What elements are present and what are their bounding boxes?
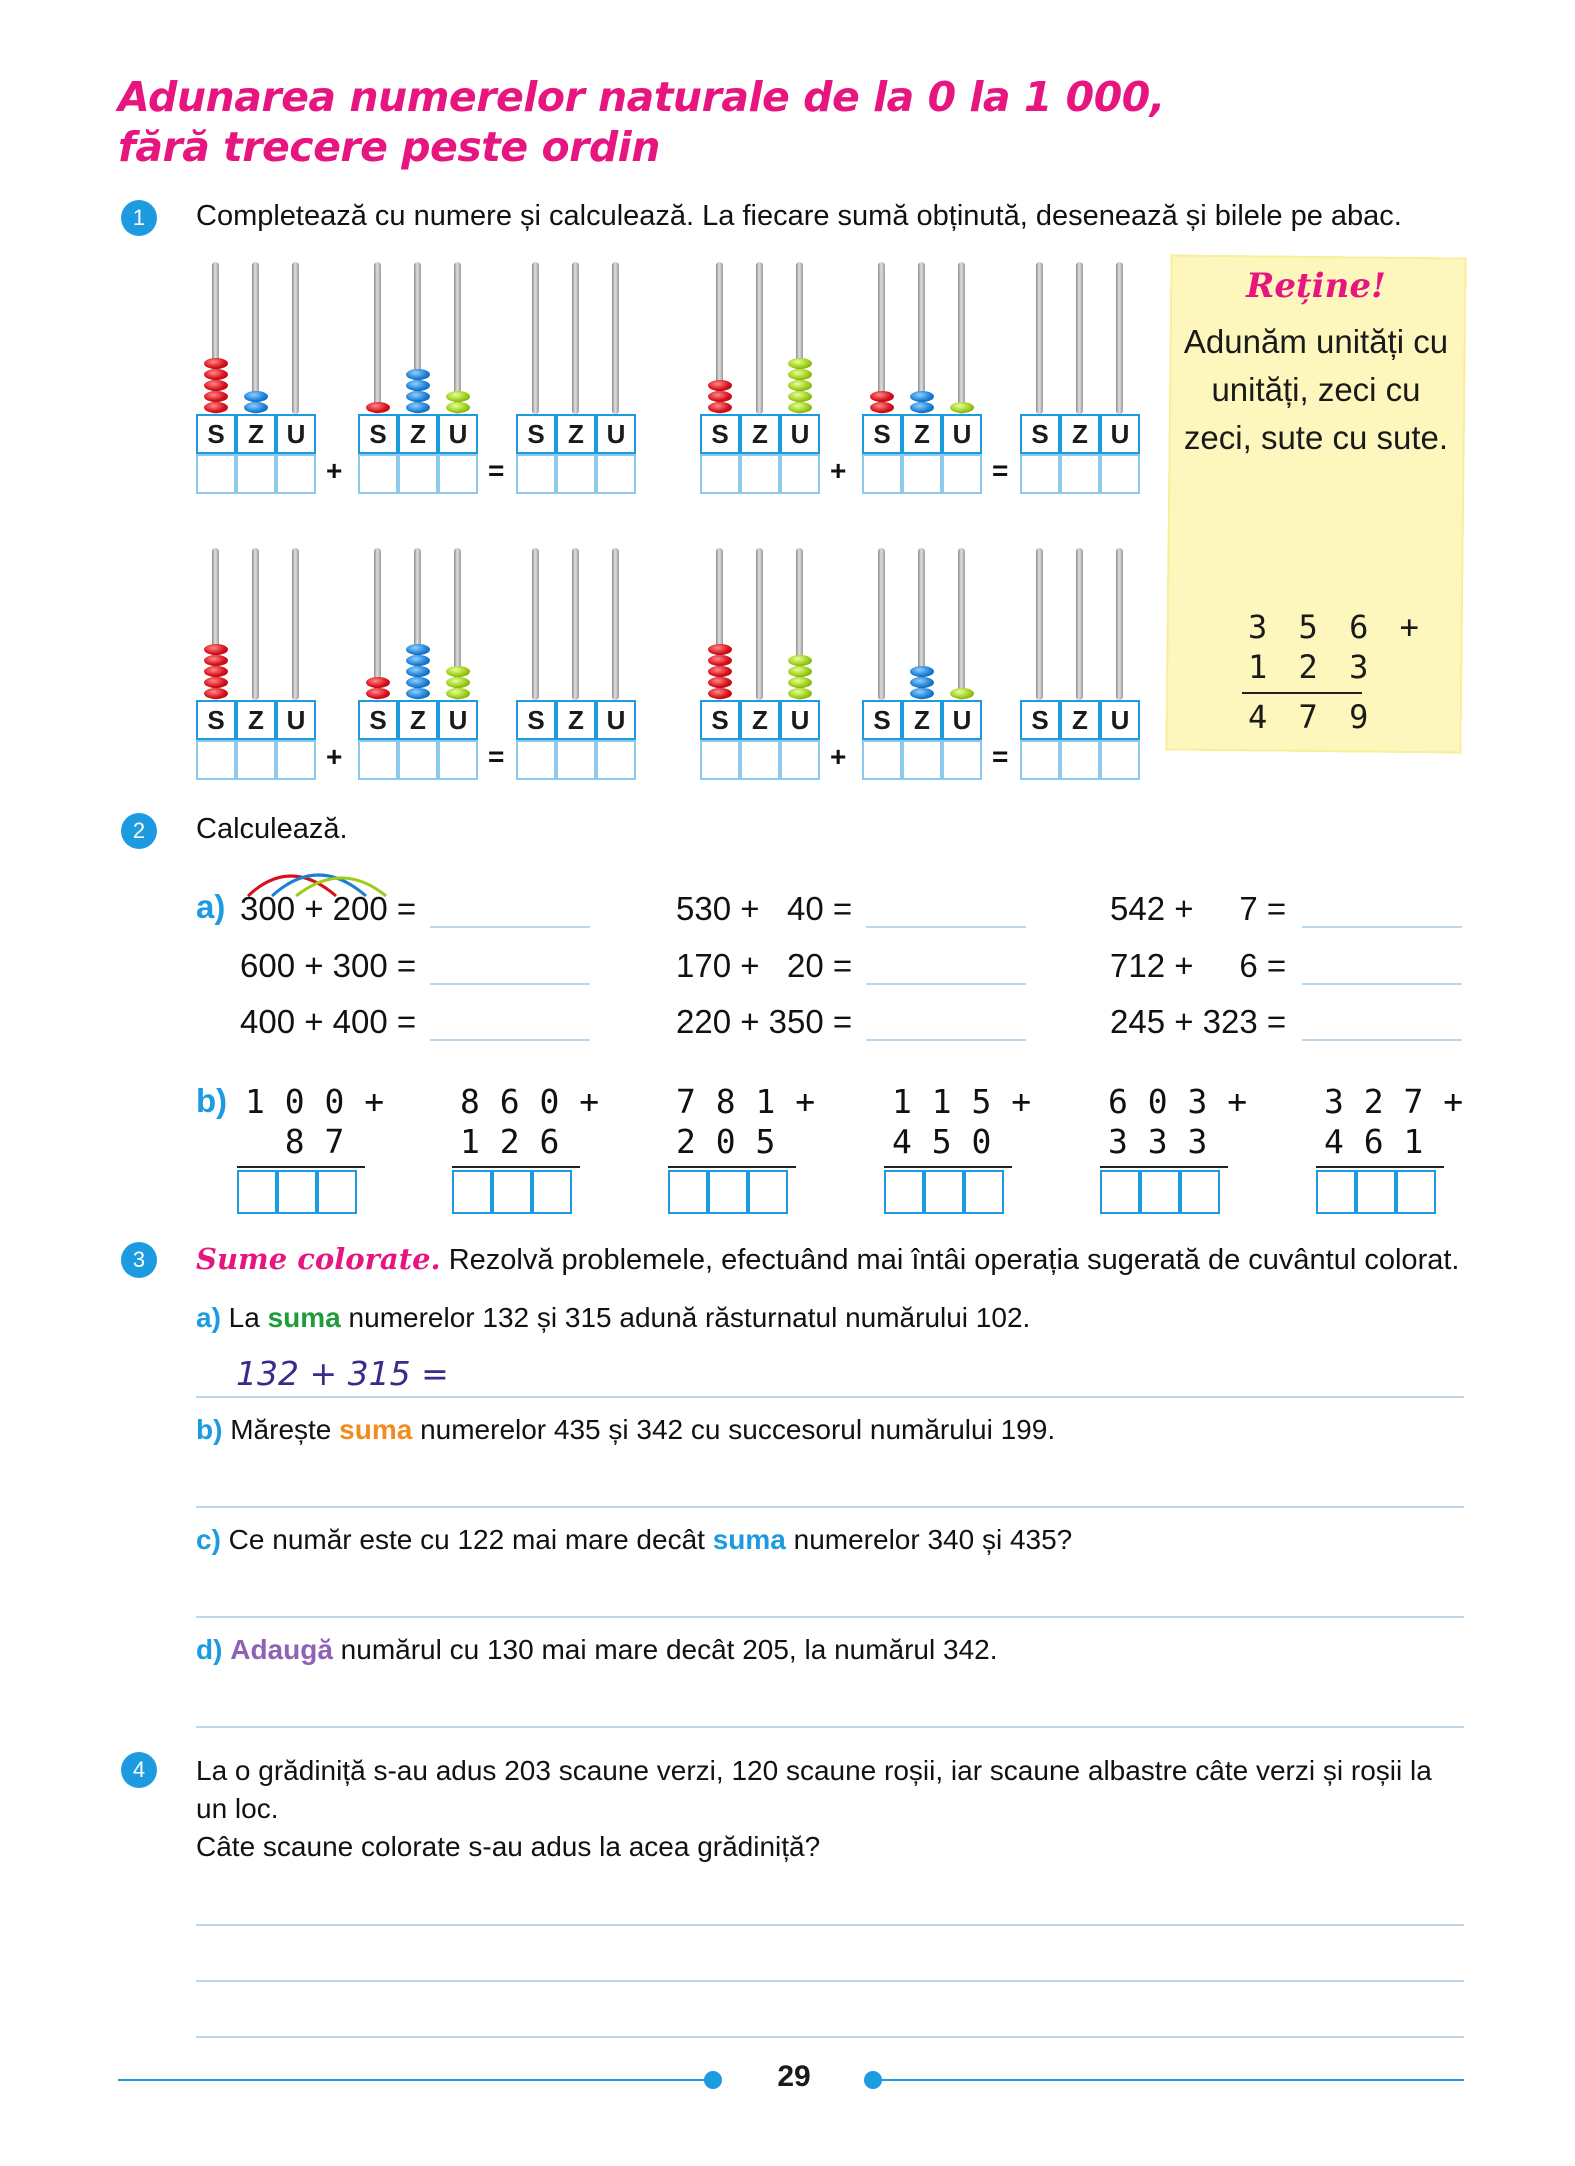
equals-sign: = bbox=[488, 741, 505, 772]
addition-expression: 170 + 20 = bbox=[676, 947, 853, 984]
abacus-bead bbox=[446, 391, 470, 402]
vertical-addend-top: 7 8 1 + bbox=[676, 1082, 816, 1121]
reminder-title: Reține! bbox=[1246, 266, 1386, 306]
vertical-addend-bottom: 8 7 bbox=[245, 1122, 345, 1161]
answer-line[interactable] bbox=[196, 2036, 1464, 2038]
place-label: U bbox=[1100, 414, 1140, 454]
exercise-2-instruction: Calculează. bbox=[196, 813, 348, 845]
digit-box[interactable] bbox=[862, 454, 902, 494]
answer-line[interactable] bbox=[866, 926, 1026, 928]
addition-expression: 220 + 350 = bbox=[676, 1003, 853, 1040]
abacus-bead bbox=[950, 688, 974, 699]
place-label: Z bbox=[1060, 414, 1100, 454]
abacus-bead bbox=[788, 677, 812, 688]
addition-expression: 245 + 323 = bbox=[1110, 1003, 1287, 1040]
abacus-bead bbox=[204, 402, 228, 413]
place-label: Z bbox=[556, 700, 596, 740]
plus-sign: + bbox=[830, 455, 847, 486]
answer-line[interactable] bbox=[1302, 1039, 1462, 1041]
place-label: U bbox=[780, 700, 820, 740]
place-label: S bbox=[1020, 414, 1060, 454]
digit-box[interactable] bbox=[1100, 1170, 1140, 1214]
abacus-bead bbox=[910, 688, 934, 699]
digit-box[interactable] bbox=[924, 1170, 964, 1214]
abacus-bead bbox=[910, 391, 934, 402]
abacus-bead bbox=[708, 402, 732, 413]
abacus-bead bbox=[204, 644, 228, 655]
digit-box[interactable] bbox=[596, 740, 636, 780]
abacus-rod bbox=[958, 262, 965, 414]
abacus-bead bbox=[406, 391, 430, 402]
abacus-rod bbox=[292, 548, 299, 700]
digit-box[interactable] bbox=[516, 454, 556, 494]
place-label: S bbox=[358, 414, 398, 454]
abacus-result[interactable] bbox=[516, 262, 636, 462]
digit-box[interactable] bbox=[532, 1170, 572, 1214]
reminder-addend-1: 3 5 6 + bbox=[1248, 608, 1425, 646]
abacus-rod bbox=[612, 262, 619, 414]
digit-box[interactable] bbox=[438, 454, 478, 494]
equals-sign: = bbox=[992, 455, 1009, 486]
abacus bbox=[196, 548, 316, 748]
digit-box[interactable] bbox=[902, 740, 942, 780]
place-label: S bbox=[516, 700, 556, 740]
abacus-rod bbox=[1036, 262, 1043, 414]
place-label: Z bbox=[740, 414, 780, 454]
place-value-table bbox=[516, 414, 636, 494]
digit-box[interactable] bbox=[236, 740, 276, 780]
digit-box[interactable] bbox=[317, 1170, 357, 1214]
place-value-table bbox=[196, 700, 316, 780]
place-label: S bbox=[862, 414, 902, 454]
answer-line[interactable] bbox=[866, 1039, 1026, 1041]
vertical-sum-line bbox=[1100, 1166, 1228, 1168]
place-value-table bbox=[358, 700, 478, 780]
place-value-table bbox=[358, 414, 478, 494]
vertical-addend-top: 1 1 5 + bbox=[892, 1082, 1032, 1121]
place-label: U bbox=[942, 414, 982, 454]
result-boxes bbox=[237, 1170, 357, 1214]
abacus-rod bbox=[878, 548, 885, 700]
abacus-result[interactable] bbox=[1020, 548, 1140, 748]
place-label: S bbox=[196, 700, 236, 740]
vertical-addend-top: 8 6 0 + bbox=[460, 1082, 600, 1121]
digit-box[interactable] bbox=[942, 740, 982, 780]
digit-box[interactable] bbox=[740, 740, 780, 780]
abacus-bead bbox=[910, 666, 934, 677]
result-boxes bbox=[884, 1170, 1004, 1214]
abacus-bead bbox=[870, 391, 894, 402]
abacus-rod bbox=[1076, 548, 1083, 700]
digit-box[interactable] bbox=[236, 454, 276, 494]
vertical-addend-bottom: 4 6 1 bbox=[1324, 1122, 1424, 1161]
abacus-bead bbox=[406, 655, 430, 666]
abacus-rod bbox=[1116, 548, 1123, 700]
result-boxes bbox=[1100, 1170, 1220, 1214]
place-label: U bbox=[596, 414, 636, 454]
result-boxes bbox=[1316, 1170, 1436, 1214]
addition-expression: 712 + 6 = bbox=[1110, 947, 1287, 984]
vertical-addend-bottom: 1 2 6 bbox=[460, 1122, 560, 1161]
digit-box[interactable] bbox=[1316, 1170, 1356, 1214]
digit-box[interactable] bbox=[556, 454, 596, 494]
digit-box[interactable] bbox=[1140, 1170, 1180, 1214]
place-label: U bbox=[276, 700, 316, 740]
vertical-addend-bottom: 4 5 0 bbox=[892, 1122, 992, 1161]
addition-expression: 530 + 40 = bbox=[676, 890, 853, 927]
result-boxes bbox=[452, 1170, 572, 1214]
abacus-bead bbox=[788, 402, 812, 413]
digit-box[interactable] bbox=[780, 740, 820, 780]
answer-line[interactable] bbox=[196, 1726, 1464, 1728]
abacus bbox=[358, 548, 478, 748]
problem-a: a) La suma numerelor 132 și 315 adună răsturnatul numărului 102. bbox=[196, 1302, 1031, 1333]
abacus-bead bbox=[870, 402, 894, 413]
abacus-bead bbox=[788, 391, 812, 402]
abacus-bead bbox=[366, 402, 390, 413]
vertical-addend-top: 3 2 7 + bbox=[1324, 1082, 1464, 1121]
digit-box[interactable] bbox=[358, 740, 398, 780]
digit-box[interactable] bbox=[276, 454, 316, 494]
answer-line[interactable] bbox=[1302, 983, 1462, 985]
digit-box[interactable] bbox=[1396, 1170, 1436, 1214]
vertical-sum-line bbox=[668, 1166, 796, 1168]
addition-expression: 400 + 400 = bbox=[240, 1003, 417, 1040]
digit-box[interactable] bbox=[862, 740, 902, 780]
abacus-bead bbox=[788, 369, 812, 380]
digit-box[interactable] bbox=[452, 1170, 492, 1214]
place-value-table bbox=[1020, 414, 1140, 494]
digit-box[interactable] bbox=[438, 740, 478, 780]
abacus-bead bbox=[406, 644, 430, 655]
digit-box[interactable] bbox=[1020, 454, 1060, 494]
reminder-result: 4 7 9 bbox=[1248, 698, 1375, 736]
place-label: S bbox=[358, 700, 398, 740]
answer-line[interactable] bbox=[196, 1506, 1464, 1508]
digit-box[interactable] bbox=[596, 454, 636, 494]
abacus bbox=[700, 262, 820, 462]
abacus-bead bbox=[708, 391, 732, 402]
digit-box[interactable] bbox=[1100, 454, 1140, 494]
digit-box[interactable] bbox=[398, 454, 438, 494]
abacus-bead bbox=[446, 677, 470, 688]
abacus-bead bbox=[708, 688, 732, 699]
vertical-addend-bottom: 2 0 5 bbox=[676, 1122, 776, 1161]
abacus bbox=[862, 548, 982, 748]
abacus-bead bbox=[788, 688, 812, 699]
abacus-bead bbox=[788, 655, 812, 666]
answer-line[interactable] bbox=[196, 1396, 1464, 1398]
abacus-bead bbox=[204, 380, 228, 391]
exercise-number-2: 2 bbox=[121, 813, 157, 849]
exercise-2a-label: a) bbox=[196, 888, 226, 925]
abacus bbox=[196, 262, 316, 462]
vertical-addend-top: 6 0 3 + bbox=[1108, 1082, 1248, 1121]
vertical-addend-bottom: 3 3 3 bbox=[1108, 1122, 1208, 1161]
abacus-bead bbox=[446, 402, 470, 413]
plus-sign: + bbox=[326, 741, 343, 772]
digit-box[interactable] bbox=[942, 454, 982, 494]
abacus-rod bbox=[1076, 262, 1083, 414]
abacus-bead bbox=[406, 688, 430, 699]
vertical-addend-top: 1 0 0 + bbox=[245, 1082, 385, 1121]
abacus-bead bbox=[788, 666, 812, 677]
place-label: Z bbox=[1060, 700, 1100, 740]
reminder-sum-line bbox=[1242, 692, 1362, 694]
abacus-bead bbox=[910, 402, 934, 413]
problem-d: d) Adaugă numărul cu 130 mai mare decât 205, la numărul 342. bbox=[196, 1634, 998, 1665]
result-boxes bbox=[668, 1170, 788, 1214]
abacus-bead bbox=[204, 688, 228, 699]
answer-line[interactable] bbox=[1302, 926, 1462, 928]
problem-c: c) Ce număr este cu 122 mai mare decât suma numerelor 340 și 435? bbox=[196, 1524, 1073, 1555]
digit-box[interactable] bbox=[1356, 1170, 1396, 1214]
abacus-bead bbox=[708, 655, 732, 666]
digit-box[interactable] bbox=[1100, 740, 1140, 780]
place-label: U bbox=[438, 414, 478, 454]
digit-box[interactable] bbox=[884, 1170, 924, 1214]
place-label: Z bbox=[902, 414, 942, 454]
abacus-bead bbox=[406, 369, 430, 380]
abacus bbox=[358, 262, 478, 462]
digit-box[interactable] bbox=[556, 740, 596, 780]
abacus-rod bbox=[1116, 262, 1123, 414]
digit-box[interactable] bbox=[748, 1170, 788, 1214]
exercise-2b-label: b) bbox=[196, 1082, 228, 1119]
digit-box[interactable] bbox=[700, 454, 740, 494]
abacus-bead bbox=[708, 666, 732, 677]
digit-box[interactable] bbox=[237, 1170, 277, 1214]
abacus-bead bbox=[366, 677, 390, 688]
abacus-rod bbox=[756, 262, 763, 414]
place-value-table bbox=[1020, 700, 1140, 780]
digit-box[interactable] bbox=[902, 454, 942, 494]
place-label: Z bbox=[556, 414, 596, 454]
addition-expression: 300 + 200 = bbox=[240, 890, 417, 927]
abacus-bead bbox=[204, 358, 228, 369]
abacus-rod bbox=[572, 548, 579, 700]
digit-box[interactable] bbox=[1060, 740, 1100, 780]
digit-box[interactable] bbox=[780, 454, 820, 494]
place-value-table bbox=[700, 700, 820, 780]
plus-sign: + bbox=[830, 741, 847, 772]
exercise-number-4: 4 bbox=[121, 1752, 157, 1788]
place-label: S bbox=[1020, 700, 1060, 740]
vertical-sum-line bbox=[884, 1166, 1012, 1168]
equals-sign: = bbox=[488, 455, 505, 486]
vertical-sum-line bbox=[1316, 1166, 1444, 1168]
digit-box[interactable] bbox=[1180, 1170, 1220, 1214]
place-label: Z bbox=[236, 414, 276, 454]
reminder-addend-2: 1 2 3 bbox=[1248, 648, 1375, 686]
digit-box[interactable] bbox=[277, 1170, 317, 1214]
abacus-bead bbox=[366, 688, 390, 699]
place-label: Z bbox=[398, 700, 438, 740]
place-value-table bbox=[516, 700, 636, 780]
footer-dot-left bbox=[704, 2071, 722, 2089]
place-value-table bbox=[700, 414, 820, 494]
exercise-number-3: 3 bbox=[121, 1242, 157, 1278]
exercise-4-text: La o grădiniță s-au adus 203 scaune verzi, 120 scaune roșii, iar scaune albastre câte verzi și roșii la un loc. Câte scaune colorate s-au adus la acea grădiniță? bbox=[196, 1755, 1432, 1862]
place-label: U bbox=[438, 700, 478, 740]
abacus-result[interactable] bbox=[1020, 262, 1140, 462]
abacus-rod bbox=[252, 548, 259, 700]
digit-box[interactable] bbox=[276, 740, 316, 780]
place-label: U bbox=[596, 700, 636, 740]
place-label: S bbox=[196, 414, 236, 454]
abacus-bead bbox=[446, 666, 470, 677]
place-label: Z bbox=[902, 700, 942, 740]
place-label: U bbox=[780, 414, 820, 454]
footer-rule-left bbox=[118, 2079, 712, 2081]
abacus-bead bbox=[406, 666, 430, 677]
abacus-bead bbox=[708, 380, 732, 391]
abacus-bead bbox=[788, 358, 812, 369]
place-label: S bbox=[516, 414, 556, 454]
reminder-text: Adunăm unități cu unități, zeci cu zeci, sute cu sute. bbox=[1183, 323, 1449, 456]
digit-box[interactable] bbox=[740, 454, 780, 494]
place-value-table bbox=[196, 414, 316, 494]
answer-line[interactable] bbox=[866, 983, 1026, 985]
abacus-rod bbox=[532, 548, 539, 700]
place-label: S bbox=[862, 700, 902, 740]
digit-box[interactable] bbox=[1060, 454, 1100, 494]
answer-line[interactable] bbox=[196, 1616, 1464, 1618]
abacus bbox=[862, 262, 982, 462]
abacus-rod bbox=[612, 548, 619, 700]
abacus-rod bbox=[374, 262, 381, 414]
digit-box[interactable] bbox=[398, 740, 438, 780]
plus-sign: + bbox=[326, 455, 343, 486]
abacus-result[interactable] bbox=[516, 548, 636, 748]
digit-box[interactable] bbox=[516, 740, 556, 780]
abacus-rod bbox=[532, 262, 539, 414]
exercise-number-1: 1 bbox=[121, 200, 157, 236]
abacus-bead bbox=[204, 666, 228, 677]
page-title: Adunarea numerelor naturale de la 0 la 1 000, fără trecere peste ordin bbox=[118, 73, 1165, 171]
abacus-bead bbox=[244, 391, 268, 402]
abacus-bead bbox=[244, 402, 268, 413]
abacus-bead bbox=[204, 677, 228, 688]
abacus-bead bbox=[708, 677, 732, 688]
exercise-3-keyword: Sume colorate. bbox=[196, 1242, 441, 1276]
abacus-bead bbox=[204, 369, 228, 380]
place-label: S bbox=[700, 414, 740, 454]
place-label: U bbox=[276, 414, 316, 454]
answer-line[interactable] bbox=[196, 1924, 1464, 1926]
equals-sign: = bbox=[992, 741, 1009, 772]
exercise-1-instruction: Completează cu numere și calculează. La fiecare sumă obținută, desenează și bilele pe abac. bbox=[196, 200, 1402, 232]
footer-rule-right bbox=[874, 2079, 1464, 2081]
digit-box[interactable] bbox=[708, 1170, 748, 1214]
abacus-bead bbox=[910, 677, 934, 688]
abacus bbox=[700, 548, 820, 748]
abacus-bead bbox=[950, 402, 974, 413]
abacus-rod bbox=[292, 262, 299, 414]
abacus-rod bbox=[958, 548, 965, 700]
digit-box[interactable] bbox=[196, 740, 236, 780]
abacus-bead bbox=[204, 655, 228, 666]
digit-box[interactable] bbox=[492, 1170, 532, 1214]
page-number: 29 bbox=[777, 2060, 811, 2093]
vertical-sum-line bbox=[237, 1166, 365, 1168]
place-value-table bbox=[862, 414, 982, 494]
abacus-bead bbox=[708, 644, 732, 655]
place-label: U bbox=[1100, 700, 1140, 740]
abacus-rod bbox=[756, 548, 763, 700]
abacus-bead bbox=[406, 402, 430, 413]
place-label: Z bbox=[236, 700, 276, 740]
place-label: Z bbox=[398, 414, 438, 454]
digit-box[interactable] bbox=[700, 740, 740, 780]
abacus-rod bbox=[572, 262, 579, 414]
addition-expression: 600 + 300 = bbox=[240, 947, 417, 984]
digit-box[interactable] bbox=[668, 1170, 708, 1214]
answer-line[interactable] bbox=[430, 1039, 590, 1041]
digit-box[interactable] bbox=[1020, 740, 1060, 780]
exercise-3-instruction: Sume colorate. Rezolvă problemele, efectuând mai întâi operația sugerată de cuvântul colorat. bbox=[196, 1242, 1460, 1276]
answer-line[interactable] bbox=[430, 926, 590, 928]
abacus-rod bbox=[1036, 548, 1043, 700]
abacus-bead bbox=[406, 380, 430, 391]
abacus-bead bbox=[204, 391, 228, 402]
digit-box[interactable] bbox=[196, 454, 236, 494]
problem-a-handwritten: 132 + 315 = bbox=[236, 1354, 449, 1393]
place-label: S bbox=[700, 700, 740, 740]
addition-expression: 542 + 7 = bbox=[1110, 890, 1287, 927]
abacus-bead bbox=[446, 688, 470, 699]
vertical-sum-line bbox=[452, 1166, 580, 1168]
digit-box[interactable] bbox=[964, 1170, 1004, 1214]
abacus-bead bbox=[788, 380, 812, 391]
problem-b: b) Mărește suma numerelor 435 și 342 cu succesorul numărului 199. bbox=[196, 1414, 1056, 1445]
abacus-bead bbox=[406, 677, 430, 688]
place-label: U bbox=[942, 700, 982, 740]
answer-line[interactable] bbox=[430, 983, 590, 985]
place-label: Z bbox=[740, 700, 780, 740]
answer-line[interactable] bbox=[196, 1980, 1464, 1982]
digit-box[interactable] bbox=[358, 454, 398, 494]
place-value-table bbox=[862, 700, 982, 780]
